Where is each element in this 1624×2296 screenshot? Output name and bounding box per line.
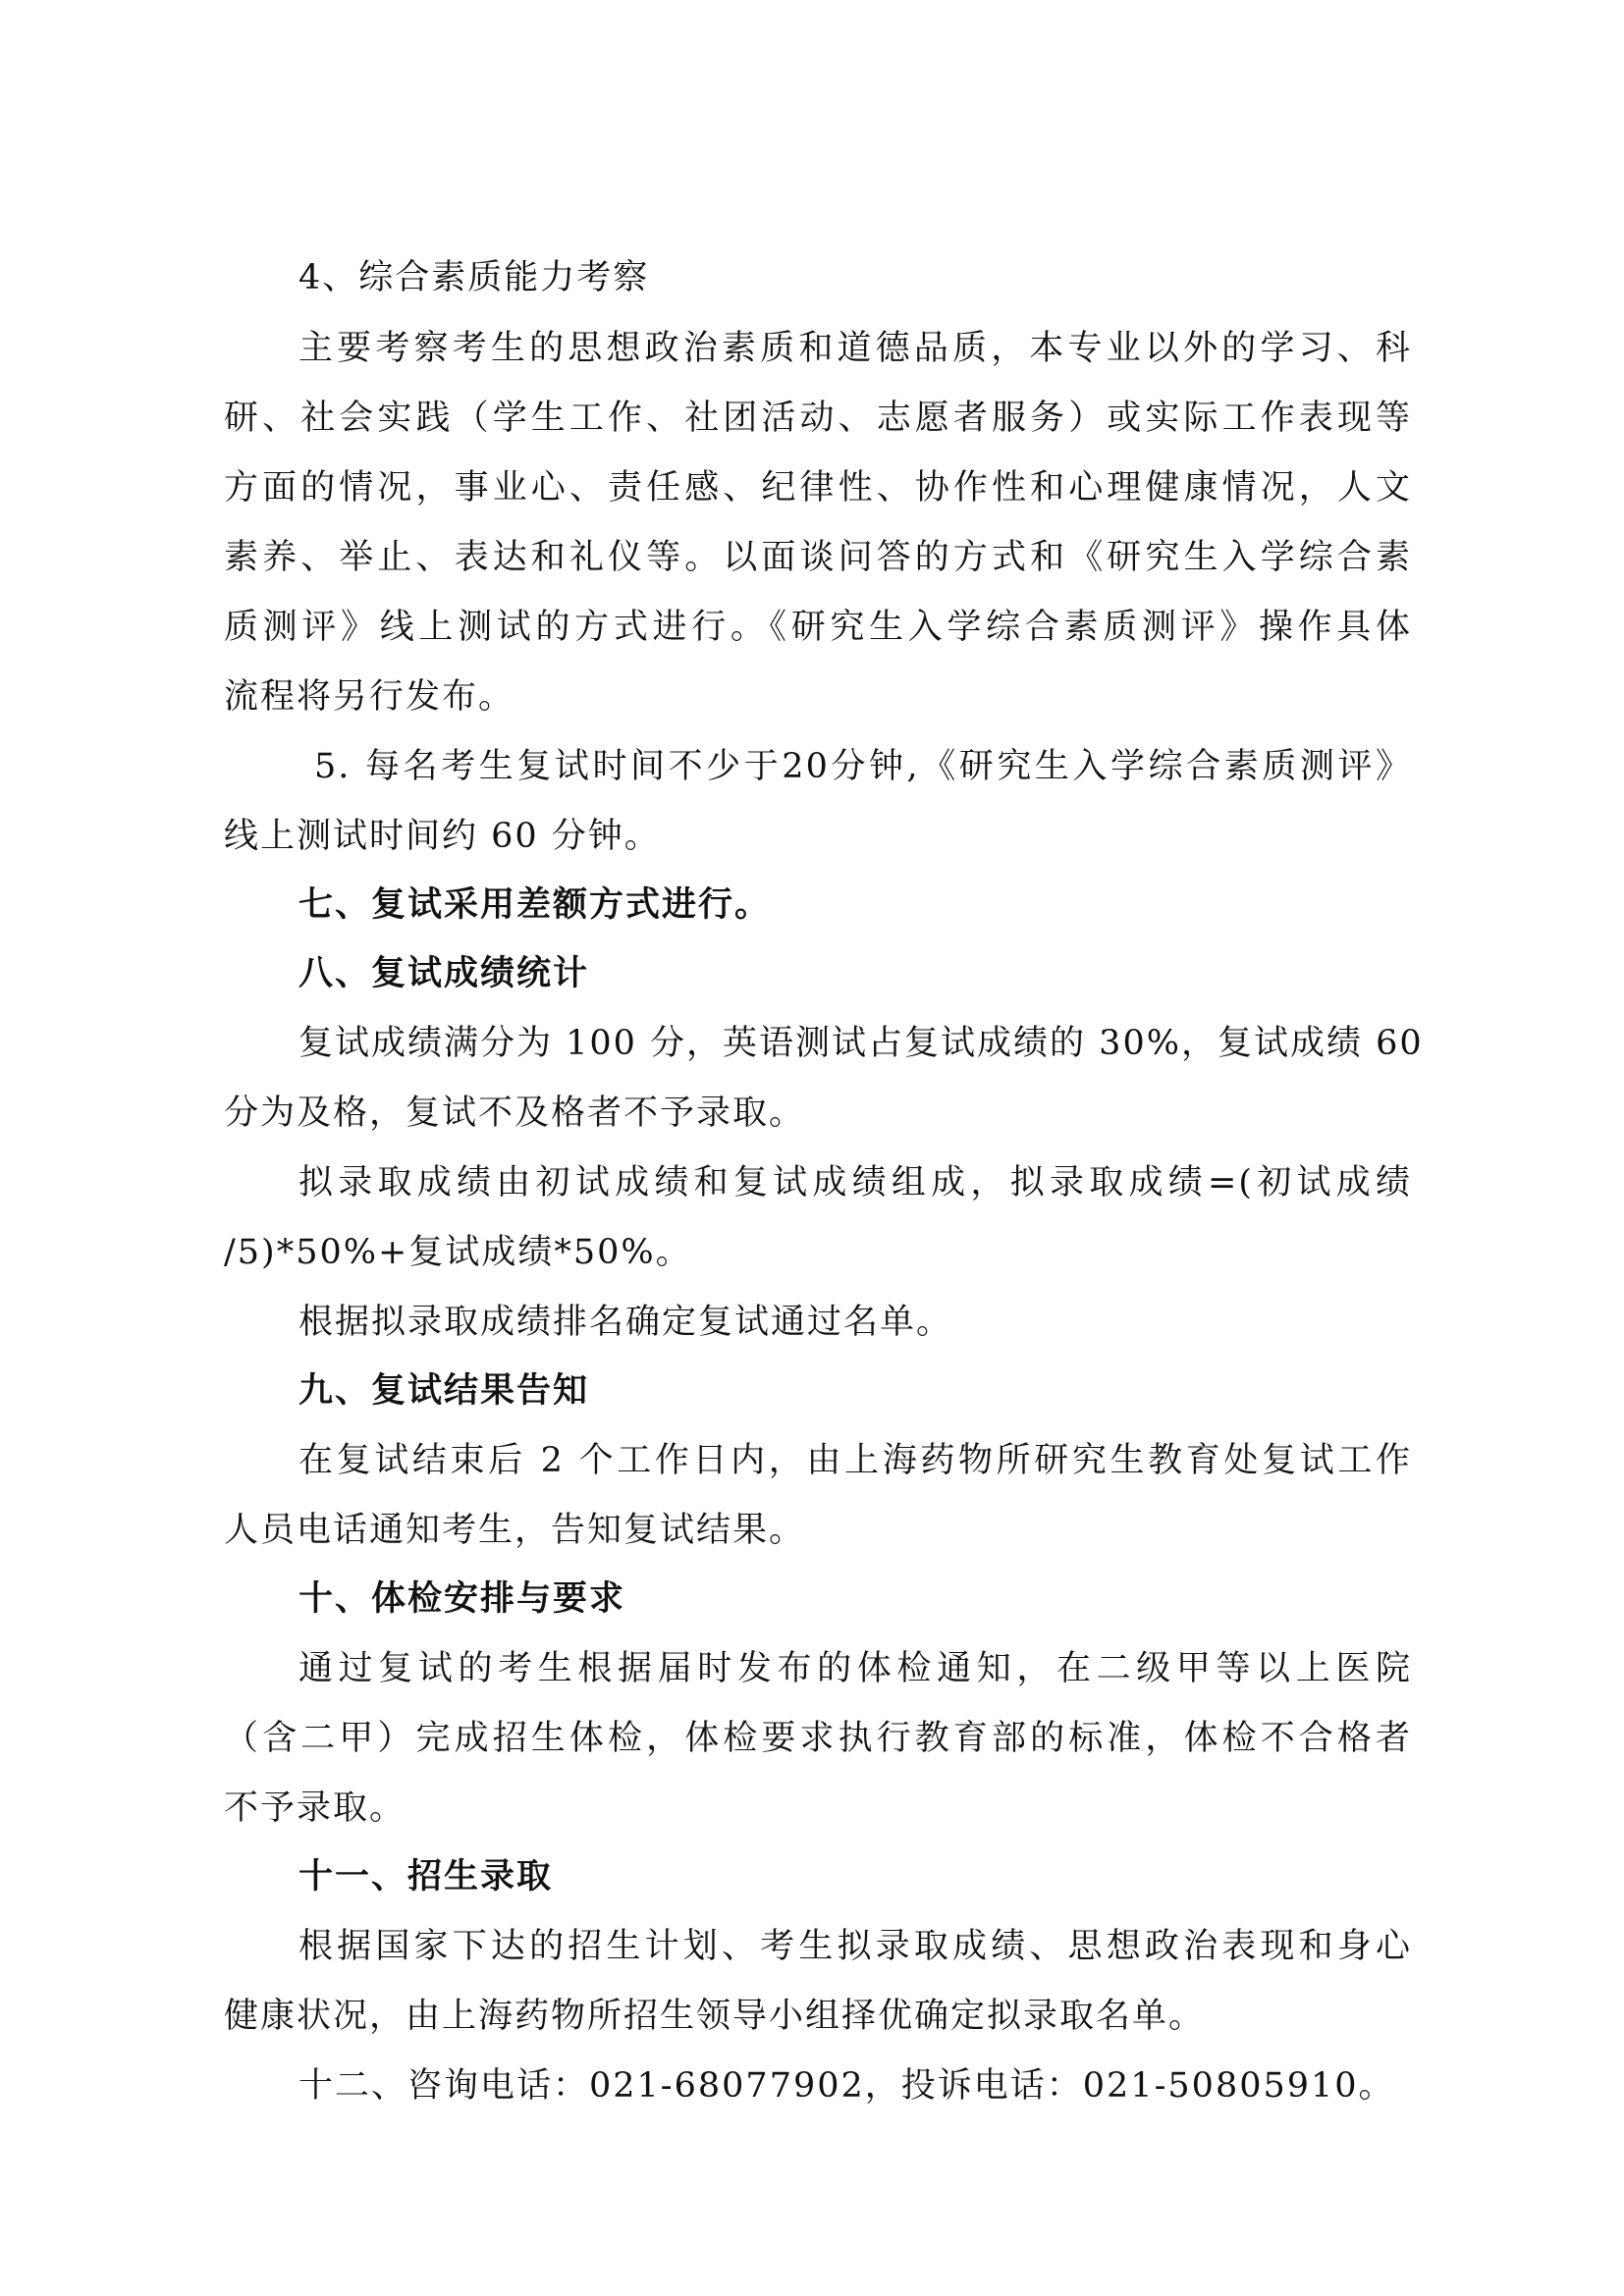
paragraph-line: 根据拟录取成绩排名确定复试通过名单。 bbox=[298, 1303, 953, 1342]
paragraph-line: 健康状况，由上海药物所招生领导小组择优确定拟录取名单。 bbox=[224, 1997, 1206, 2036]
paragraph-line: 质测评》线上测试的方式进行。《研究生入学综合素质测评》操作具体 bbox=[224, 608, 1412, 647]
section-11-heading: 十一、招生录取 bbox=[298, 1856, 554, 1896]
paragraph-line: 主要考察考生的思想政治素质和道德品质，本专业以外的学习、科 bbox=[298, 329, 1412, 368]
paragraph-line: 线上测试时间约 60 分钟。 bbox=[224, 817, 661, 856]
paragraph-line: 复试成绩满分为 100 分，英语测试占复试成绩的 30%，复试成绩 60 bbox=[298, 1024, 1424, 1063]
section-10-heading: 十、体检安排与要求 bbox=[298, 1578, 626, 1619]
paragraph-line: /5)*50%+复试成绩*50%。 bbox=[224, 1233, 692, 1272]
paragraph-line: 方面的情况，事业心、责任感、纪律性、协作性和心理健康情况，人文 bbox=[224, 468, 1412, 507]
paragraph-line: 在复试结束后 2 个工作日内，由上海药物所研究生教育处复试工作 bbox=[298, 1441, 1412, 1480]
section-9-heading: 九、复试结果告知 bbox=[298, 1370, 590, 1411]
section-7-heading: 七、复试采用差额方式进行。 bbox=[298, 884, 772, 925]
paragraph-line: 分为及格，复试不及格者不予录取。 bbox=[224, 1094, 806, 1133]
section-8-heading: 八、复试成绩统计 bbox=[298, 953, 590, 993]
paragraph-line: 5. 每名考生复试时间不少于20分钟,《研究生入学综合素质测评》 bbox=[314, 747, 1412, 786]
paragraph-line: 素养、举止、表达和礼仪等。以面谈问答的方式和《研究生入学综合素 bbox=[224, 538, 1412, 577]
paragraph-line: 拟录取成绩由初试成绩和复试成绩组成，拟录取成绩=(初试成绩 bbox=[298, 1163, 1412, 1202]
section-4-heading: 4、综合素质能力考察 bbox=[298, 258, 650, 297]
contact-line: 十二、咨询电话：021-68077902，投诉电话：021-50805910。 bbox=[298, 2066, 1395, 2106]
paragraph-line: 通过复试的考生根据届时发布的体检通知，在二级甲等以上医院 bbox=[298, 1649, 1412, 1688]
paragraph-line: 不予录取。 bbox=[224, 1789, 406, 1828]
paragraph-line: 根据国家下达的招生计划、考生拟录取成绩、思想政治表现和身心 bbox=[298, 1927, 1412, 1966]
paragraph-line: 人员电话通知考生，告知复试结果。 bbox=[224, 1511, 806, 1550]
paragraph-line: 研、社会实践（学生工作、社团活动、志愿者服务）或实际工作表现等 bbox=[224, 399, 1412, 438]
paragraph-line: （含二甲）完成招生体检，体检要求执行教育部的标准，体检不合格者 bbox=[224, 1719, 1412, 1758]
paragraph-line: 流程将另行发布。 bbox=[224, 677, 515, 717]
